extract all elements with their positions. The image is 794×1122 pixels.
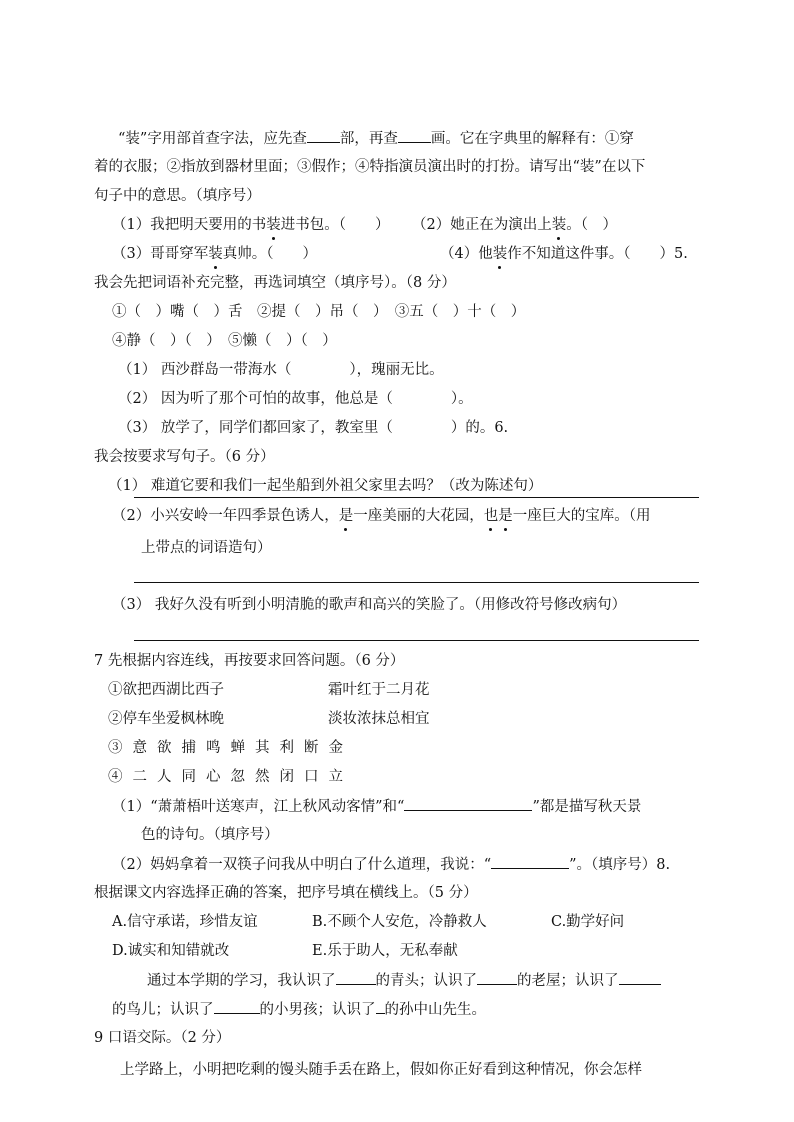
q8-paragraph-1	[147, 970, 661, 991]
answer-line-1[interactable]	[134, 497, 699, 498]
option-b: B.不顾个人安危，冷静救人	[312, 914, 487, 930]
q7-q2-text-a: （2）妈妈拿着一双筷子问我从中明白了什么道理，我说：“	[112, 857, 492, 873]
q4-sentence-1	[112, 215, 389, 235]
q4-text-a: “装”字用部首查字法，应先查	[118, 131, 307, 147]
answer-line-3[interactable]	[134, 640, 699, 641]
poem-right-1[interactable]: 霜叶红于二月花	[328, 682, 430, 698]
q6-s2-text-c: 一座巨大的宝库。（用	[512, 508, 651, 524]
emphasis-char: 装	[492, 246, 508, 262]
q4-s2-text: （2）她正在为演出上	[412, 217, 552, 233]
q7-question-1	[112, 796, 641, 817]
q7-question-2	[112, 854, 670, 875]
q5-title: 我会先把词语补充完整，再选词填空（填序号）。（8 分）	[94, 275, 456, 291]
q8-p1-text-a: 通过本学期的学习，我认识了	[147, 973, 336, 989]
poem-left-2[interactable]: ②停车坐爱枫林晚	[108, 711, 224, 727]
q4-line-1	[118, 128, 634, 149]
emphasis-char: 装	[551, 217, 567, 233]
q6-s2-text-b: 一座美丽的大花园，	[353, 508, 484, 524]
q8-p1-text-c: 的老屋；认识了	[517, 973, 619, 989]
q8-p2-text-a: 的鸟儿；认识了	[112, 1002, 214, 1018]
emphasis-char: 装	[266, 217, 281, 233]
q7-q2-text-b: ”。（填序号）8.	[569, 857, 671, 873]
option-e: E.乐于助人，无私奉献	[312, 943, 458, 959]
q8-p2-text-b: 的小男孩；认识了	[259, 1002, 376, 1018]
q5-sentence-3[interactable]: （3） 放学了，同学们都回家了，教室里（ ）的。6.	[118, 420, 509, 436]
q8-title: 根据课文内容选择正确的答案，把序号填在横线上。（5 分）	[94, 885, 478, 901]
q4-text-b: 部，再查	[339, 131, 398, 147]
poem-left-1[interactable]: ①欲把西湖比西子	[108, 682, 224, 698]
q4-line-2: 着的衣服；②指放到器材里面；③假作；④特指演员演出时的打扮。请写出“装”在以下	[94, 159, 646, 175]
emphasis-char: 也	[483, 508, 499, 524]
q8-blank-3[interactable]	[619, 970, 661, 985]
q8-blank-5[interactable]	[376, 999, 385, 1014]
q9-title: 9 口语交际。（2 分）	[94, 1030, 231, 1046]
q6-title: 我会按要求写句子。（6 分）	[94, 449, 275, 465]
q7-row-3[interactable]: ③意欲捕鸣蝉其利断金	[108, 740, 353, 756]
q8-blank-4[interactable]	[214, 999, 260, 1014]
q4-s1-text: （1）我把明天要用的书	[112, 217, 267, 233]
q8-blank-2[interactable]	[477, 970, 517, 985]
q8-paragraph-2	[112, 999, 486, 1020]
q4-sentence-2	[412, 215, 617, 235]
q4-s3-text: （3）哥哥穿军	[112, 246, 209, 262]
q5-sentence-1[interactable]: （1） 西沙群岛一带海水（ ），瑰丽无比。	[118, 362, 444, 378]
q7-row-4[interactable]: ④二人同心忽然闭口立	[108, 769, 353, 785]
answer-line-2[interactable]	[134, 582, 699, 583]
poem-answer-blank[interactable]	[404, 796, 532, 811]
q4-s3-answer[interactable]: 真帅。（ ）	[222, 246, 317, 262]
q4-line-3: 句子中的意思。（填序号）	[94, 188, 261, 204]
saying-answer-blank[interactable]	[491, 854, 569, 869]
radical-blank[interactable]	[307, 128, 340, 143]
option-d: D.诚实和知错就改	[112, 943, 230, 959]
q4-s4-text: （4）他	[440, 246, 493, 262]
option-a: A.信守承诺，珍惜友谊	[112, 914, 258, 930]
q7-q1-text-b: ”都是描写秋天景	[532, 799, 642, 815]
q5-idiom-row-2[interactable]: ④静（ ）（ ） ⑤懒（ ）（ ）	[112, 333, 337, 349]
q5-idiom-row-1[interactable]: ①（ ）嘴（ ）舌 ②提（ ）吊（ ） ③五（ ）十（ ）	[112, 304, 526, 320]
option-c: C.勤学好问	[551, 914, 625, 930]
q8-p1-text-b: 的青头；认识了	[375, 973, 477, 989]
q6-sentence-2-cont: 上带点的词语造句）	[141, 540, 272, 556]
q6-s2-text-a: （2）小兴安岭一年四季景色诱人，	[112, 508, 339, 524]
q4-sentence-4	[440, 244, 688, 264]
q6-sentence-1: （1） 难道它要和我们一起坐船到外祖父家里去吗？（改为陈述句）	[108, 478, 543, 494]
q8-p2-text-c: 的孙中山先生。	[384, 1002, 486, 1018]
q6-sentence-3: （3） 我好久没有听到小明清脆的歌声和高兴的笑脸了。（用修改符号修改病句）	[112, 597, 627, 613]
stroke-count-blank[interactable]	[398, 128, 431, 143]
q8-blank-1[interactable]	[336, 970, 376, 985]
q9-line-1: 上学路上，小明把吃剩的馒头随手丢在路上，假如你正好看到这种情况，你会怎样	[120, 1062, 642, 1078]
q7-q1-text-a: （1）“萧萧梧叶送寒声，江上秋风动客情”和“	[112, 799, 405, 815]
q4-s1-answer[interactable]: 进书包。（ ）	[280, 217, 390, 233]
emphasis-char: 是	[498, 508, 513, 524]
q4-sentence-3	[112, 244, 317, 264]
poem-right-2[interactable]: 淡妆浓抹总相宜	[328, 711, 430, 727]
q7-question-1-cont: 色的诗句。（填序号）	[141, 827, 279, 843]
q6-sentence-2	[112, 506, 650, 526]
emphasis-char: 是	[338, 508, 354, 524]
q7-title: 7 先根据内容连线，再按要求回答问题。（6 分）	[94, 653, 405, 669]
emphasis-char: 装	[208, 246, 223, 262]
q4-s2-answer[interactable]: 。（ ）	[566, 217, 617, 233]
q4-s4-answer[interactable]: 作不知道这件事。（ ）5.	[507, 246, 688, 262]
q5-sentence-2[interactable]: （2） 因为听了那个可怕的故事，他总是（ ）。	[118, 391, 473, 407]
q4-text-c: 画。它在字典里的解释有：①穿	[430, 131, 634, 147]
